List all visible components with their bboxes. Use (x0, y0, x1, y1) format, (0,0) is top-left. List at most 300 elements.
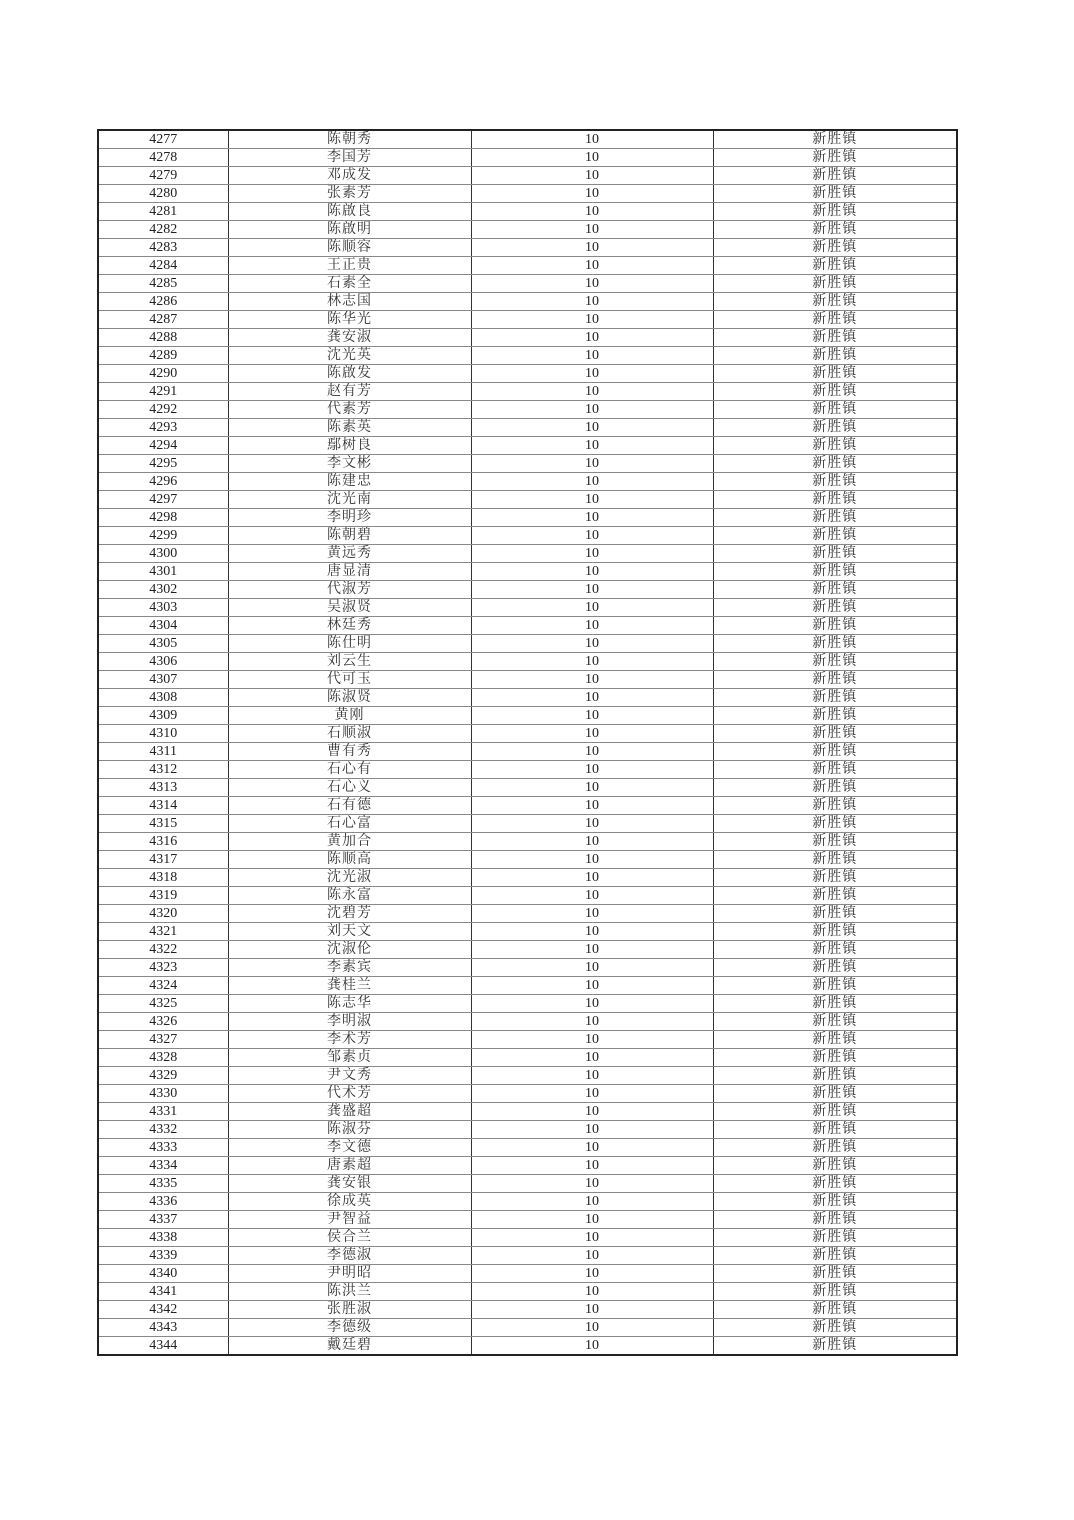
town-cell: 新胜镇 (713, 1121, 957, 1139)
amount-cell: 10 (471, 347, 713, 365)
table-row (98, 1031, 957, 1049)
table-row (98, 635, 957, 653)
town-cell: 新胜镇 (713, 1031, 957, 1049)
amount-cell: 10 (471, 1283, 713, 1301)
amount-cell: 10 (471, 1103, 713, 1121)
amount-cell: 10 (471, 689, 713, 707)
person-name-cell: 刘云生 (228, 653, 471, 671)
town-cell: 新胜镇 (713, 1229, 957, 1247)
town-cell: 新胜镇 (713, 473, 957, 491)
town-cell: 新胜镇 (713, 707, 957, 725)
row-number-cell: 4338 (98, 1229, 228, 1247)
row-number-cell: 4303 (98, 599, 228, 617)
table-row (98, 365, 957, 383)
table-row (98, 653, 957, 671)
row-number-cell: 4288 (98, 329, 228, 347)
amount-cell: 10 (471, 887, 713, 905)
town-cell: 新胜镇 (713, 1049, 957, 1067)
town-cell: 新胜镇 (713, 1301, 957, 1319)
town-cell: 新胜镇 (713, 833, 957, 851)
row-number-cell: 4324 (98, 977, 228, 995)
amount-cell: 10 (471, 635, 713, 653)
table-row (98, 347, 957, 365)
amount-cell: 10 (471, 491, 713, 509)
row-number-cell: 4328 (98, 1049, 228, 1067)
town-cell: 新胜镇 (713, 923, 957, 941)
amount-cell: 10 (471, 869, 713, 887)
person-name-cell: 鄢树良 (228, 437, 471, 455)
town-cell: 新胜镇 (713, 401, 957, 419)
table-row (98, 185, 957, 203)
row-number-cell: 4327 (98, 1031, 228, 1049)
row-number-cell: 4331 (98, 1103, 228, 1121)
amount-cell: 10 (471, 653, 713, 671)
person-name-cell: 沈碧芳 (228, 905, 471, 923)
town-cell: 新胜镇 (713, 419, 957, 437)
town-cell: 新胜镇 (713, 653, 957, 671)
amount-cell: 10 (471, 329, 713, 347)
row-number-cell: 4333 (98, 1139, 228, 1157)
table-row (98, 887, 957, 905)
amount-cell: 10 (471, 509, 713, 527)
person-name-cell: 陈淑贤 (228, 689, 471, 707)
table-row (98, 383, 957, 401)
town-cell: 新胜镇 (713, 437, 957, 455)
table-row (98, 167, 957, 185)
person-name-cell: 李术芳 (228, 1031, 471, 1049)
person-name-cell: 陈永富 (228, 887, 471, 905)
row-number-cell: 4279 (98, 167, 228, 185)
amount-cell: 10 (471, 1013, 713, 1031)
table-row (98, 527, 957, 545)
row-number-cell: 4293 (98, 419, 228, 437)
amount-cell: 10 (471, 1247, 713, 1265)
row-number-cell: 4344 (98, 1337, 228, 1356)
person-name-cell: 沈光淑 (228, 869, 471, 887)
roster-table-body (98, 130, 957, 1355)
town-cell: 新胜镇 (713, 977, 957, 995)
person-name-cell: 李明淑 (228, 1013, 471, 1031)
row-number-cell: 4284 (98, 257, 228, 275)
town-cell: 新胜镇 (713, 185, 957, 203)
table-row (98, 851, 957, 869)
row-number-cell: 4280 (98, 185, 228, 203)
table-row (98, 977, 957, 995)
row-number-cell: 4316 (98, 833, 228, 851)
table-row (98, 473, 957, 491)
town-cell: 新胜镇 (713, 725, 957, 743)
town-cell: 新胜镇 (713, 1265, 957, 1283)
town-cell: 新胜镇 (713, 491, 957, 509)
person-name-cell: 黄刚 (228, 707, 471, 725)
town-cell: 新胜镇 (713, 635, 957, 653)
amount-cell: 10 (471, 1031, 713, 1049)
table-row (98, 130, 957, 149)
amount-cell: 10 (471, 995, 713, 1013)
town-cell: 新胜镇 (713, 563, 957, 581)
amount-cell: 10 (471, 1319, 713, 1337)
table-row (98, 437, 957, 455)
person-name-cell: 石有德 (228, 797, 471, 815)
town-cell: 新胜镇 (713, 1103, 957, 1121)
row-number-cell: 4299 (98, 527, 228, 545)
person-name-cell: 陈朝碧 (228, 527, 471, 545)
table-row (98, 599, 957, 617)
person-name-cell: 李文德 (228, 1139, 471, 1157)
row-number-cell: 4307 (98, 671, 228, 689)
table-row (98, 239, 957, 257)
row-number-cell: 4340 (98, 1265, 228, 1283)
amount-cell: 10 (471, 401, 713, 419)
person-name-cell: 徐成英 (228, 1193, 471, 1211)
amount-cell: 10 (471, 599, 713, 617)
person-name-cell: 李素宾 (228, 959, 471, 977)
amount-cell: 10 (471, 779, 713, 797)
amount-cell: 10 (471, 851, 713, 869)
row-number-cell: 4323 (98, 959, 228, 977)
town-cell: 新胜镇 (713, 617, 957, 635)
table-row (98, 1175, 957, 1193)
amount-cell: 10 (471, 1193, 713, 1211)
table-row (98, 1229, 957, 1247)
person-name-cell: 沈光英 (228, 347, 471, 365)
table-row (98, 149, 957, 167)
amount-cell: 10 (471, 437, 713, 455)
person-name-cell: 尹智益 (228, 1211, 471, 1229)
table-row (98, 779, 957, 797)
amount-cell: 10 (471, 1265, 713, 1283)
person-name-cell: 曹有秀 (228, 743, 471, 761)
amount-cell: 10 (471, 1067, 713, 1085)
person-name-cell: 龚安银 (228, 1175, 471, 1193)
person-name-cell: 石顺淑 (228, 725, 471, 743)
table-row (98, 563, 957, 581)
amount-cell: 10 (471, 221, 713, 239)
amount-cell: 10 (471, 815, 713, 833)
table-row (98, 545, 957, 563)
table-row (98, 761, 957, 779)
town-cell: 新胜镇 (713, 779, 957, 797)
table-row (98, 617, 957, 635)
person-name-cell: 陈啟发 (228, 365, 471, 383)
table-row (98, 491, 957, 509)
town-cell: 新胜镇 (713, 1067, 957, 1085)
person-name-cell: 沈淑伦 (228, 941, 471, 959)
town-cell: 新胜镇 (713, 797, 957, 815)
person-name-cell: 李明珍 (228, 509, 471, 527)
amount-cell: 10 (471, 1139, 713, 1157)
town-cell: 新胜镇 (713, 1319, 957, 1337)
amount-cell: 10 (471, 617, 713, 635)
person-name-cell: 黄加合 (228, 833, 471, 851)
person-name-cell: 石素全 (228, 275, 471, 293)
person-name-cell: 李德淑 (228, 1247, 471, 1265)
person-name-cell: 侯合兰 (228, 1229, 471, 1247)
row-number-cell: 4285 (98, 275, 228, 293)
row-number-cell: 4341 (98, 1283, 228, 1301)
row-number-cell: 4332 (98, 1121, 228, 1139)
town-cell: 新胜镇 (713, 959, 957, 977)
table-row (98, 743, 957, 761)
row-number-cell: 4318 (98, 869, 228, 887)
table-row (98, 203, 957, 221)
row-number-cell: 4298 (98, 509, 228, 527)
table-row (98, 1139, 957, 1157)
amount-cell: 10 (471, 743, 713, 761)
town-cell: 新胜镇 (713, 1283, 957, 1301)
table-row (98, 995, 957, 1013)
row-number-cell: 4308 (98, 689, 228, 707)
amount-cell: 10 (471, 130, 713, 149)
town-cell: 新胜镇 (713, 365, 957, 383)
amount-cell: 10 (471, 1175, 713, 1193)
person-name-cell: 邹素贞 (228, 1049, 471, 1067)
amount-cell: 10 (471, 833, 713, 851)
person-name-cell: 李文彬 (228, 455, 471, 473)
amount-cell: 10 (471, 149, 713, 167)
table-row (98, 797, 957, 815)
row-number-cell: 4289 (98, 347, 228, 365)
table-row (98, 725, 957, 743)
town-cell: 新胜镇 (713, 527, 957, 545)
amount-cell: 10 (471, 977, 713, 995)
amount-cell: 10 (471, 581, 713, 599)
person-name-cell: 沈光南 (228, 491, 471, 509)
amount-cell: 10 (471, 671, 713, 689)
table-row (98, 1013, 957, 1031)
town-cell: 新胜镇 (713, 293, 957, 311)
person-name-cell: 黄远秀 (228, 545, 471, 563)
town-cell: 新胜镇 (713, 1085, 957, 1103)
town-cell: 新胜镇 (713, 203, 957, 221)
town-cell: 新胜镇 (713, 815, 957, 833)
table-row (98, 311, 957, 329)
row-number-cell: 4337 (98, 1211, 228, 1229)
amount-cell: 10 (471, 473, 713, 491)
person-name-cell: 邓成发 (228, 167, 471, 185)
town-cell: 新胜镇 (713, 1211, 957, 1229)
person-name-cell: 代可玉 (228, 671, 471, 689)
row-number-cell: 4310 (98, 725, 228, 743)
table-row (98, 923, 957, 941)
row-number-cell: 4322 (98, 941, 228, 959)
town-cell: 新胜镇 (713, 347, 957, 365)
town-cell: 新胜镇 (713, 383, 957, 401)
row-number-cell: 4283 (98, 239, 228, 257)
amount-cell: 10 (471, 311, 713, 329)
table-row (98, 959, 957, 977)
amount-cell: 10 (471, 923, 713, 941)
person-name-cell: 李德级 (228, 1319, 471, 1337)
table-row (98, 941, 957, 959)
row-number-cell: 4336 (98, 1193, 228, 1211)
town-cell: 新胜镇 (713, 887, 957, 905)
table-row (98, 1319, 957, 1337)
person-name-cell: 陈朝秀 (228, 130, 471, 149)
table-row (98, 419, 957, 437)
row-number-cell: 4305 (98, 635, 228, 653)
person-name-cell: 石心义 (228, 779, 471, 797)
town-cell: 新胜镇 (713, 905, 957, 923)
row-number-cell: 4313 (98, 779, 228, 797)
row-number-cell: 4312 (98, 761, 228, 779)
table-row (98, 1103, 957, 1121)
person-name-cell: 代素芳 (228, 401, 471, 419)
row-number-cell: 4326 (98, 1013, 228, 1031)
table-row (98, 1283, 957, 1301)
town-cell: 新胜镇 (713, 941, 957, 959)
person-name-cell: 陈啟明 (228, 221, 471, 239)
table-row (98, 1085, 957, 1103)
amount-cell: 10 (471, 905, 713, 923)
town-cell: 新胜镇 (713, 455, 957, 473)
row-number-cell: 4295 (98, 455, 228, 473)
row-number-cell: 4306 (98, 653, 228, 671)
amount-cell: 10 (471, 941, 713, 959)
town-cell: 新胜镇 (713, 761, 957, 779)
table-row (98, 869, 957, 887)
town-cell: 新胜镇 (713, 1193, 957, 1211)
town-cell: 新胜镇 (713, 1337, 957, 1356)
row-number-cell: 4292 (98, 401, 228, 419)
person-name-cell: 尹文秀 (228, 1067, 471, 1085)
town-cell: 新胜镇 (713, 1139, 957, 1157)
town-cell: 新胜镇 (713, 689, 957, 707)
amount-cell: 10 (471, 1121, 713, 1139)
town-cell: 新胜镇 (713, 581, 957, 599)
row-number-cell: 4309 (98, 707, 228, 725)
town-cell: 新胜镇 (713, 995, 957, 1013)
row-number-cell: 4339 (98, 1247, 228, 1265)
row-number-cell: 4301 (98, 563, 228, 581)
town-cell: 新胜镇 (713, 1175, 957, 1193)
person-name-cell: 戴廷碧 (228, 1337, 471, 1356)
table-row (98, 815, 957, 833)
person-name-cell: 陈华光 (228, 311, 471, 329)
person-name-cell: 代淑芳 (228, 581, 471, 599)
person-name-cell: 林志国 (228, 293, 471, 311)
table-row (98, 401, 957, 419)
town-cell: 新胜镇 (713, 743, 957, 761)
amount-cell: 10 (471, 419, 713, 437)
person-name-cell: 龚盛超 (228, 1103, 471, 1121)
person-name-cell: 陈顺容 (228, 239, 471, 257)
person-name-cell: 唐显清 (228, 563, 471, 581)
amount-cell: 10 (471, 203, 713, 221)
table-row (98, 707, 957, 725)
town-cell: 新胜镇 (713, 167, 957, 185)
town-cell: 新胜镇 (713, 599, 957, 617)
person-name-cell: 陈仕明 (228, 635, 471, 653)
person-name-cell: 陈素英 (228, 419, 471, 437)
amount-cell: 10 (471, 725, 713, 743)
table-row (98, 221, 957, 239)
person-name-cell: 尹明昭 (228, 1265, 471, 1283)
roster-sheet (97, 129, 956, 1356)
row-number-cell: 4278 (98, 149, 228, 167)
table-row (98, 275, 957, 293)
person-name-cell: 赵有芳 (228, 383, 471, 401)
town-cell: 新胜镇 (713, 257, 957, 275)
row-number-cell: 4302 (98, 581, 228, 599)
town-cell: 新胜镇 (713, 275, 957, 293)
amount-cell: 10 (471, 1229, 713, 1247)
person-name-cell: 陈建忠 (228, 473, 471, 491)
table-row (98, 1157, 957, 1175)
person-name-cell: 张素芳 (228, 185, 471, 203)
person-name-cell: 陈啟良 (228, 203, 471, 221)
row-number-cell: 4287 (98, 311, 228, 329)
table-row (98, 905, 957, 923)
amount-cell: 10 (471, 1049, 713, 1067)
town-cell: 新胜镇 (713, 851, 957, 869)
table-row (98, 1301, 957, 1319)
table-row (98, 1247, 957, 1265)
person-name-cell: 吴淑贤 (228, 599, 471, 617)
amount-cell: 10 (471, 1085, 713, 1103)
town-cell: 新胜镇 (713, 239, 957, 257)
row-number-cell: 4297 (98, 491, 228, 509)
town-cell: 新胜镇 (713, 149, 957, 167)
table-row (98, 1049, 957, 1067)
town-cell: 新胜镇 (713, 130, 957, 149)
row-number-cell: 4334 (98, 1157, 228, 1175)
town-cell: 新胜镇 (713, 221, 957, 239)
table-row (98, 455, 957, 473)
row-number-cell: 4335 (98, 1175, 228, 1193)
amount-cell: 10 (471, 365, 713, 383)
person-name-cell: 代术芳 (228, 1085, 471, 1103)
row-number-cell: 4286 (98, 293, 228, 311)
person-name-cell: 陈志华 (228, 995, 471, 1013)
town-cell: 新胜镇 (713, 545, 957, 563)
row-number-cell: 4342 (98, 1301, 228, 1319)
amount-cell: 10 (471, 707, 713, 725)
row-number-cell: 4325 (98, 995, 228, 1013)
amount-cell: 10 (471, 1211, 713, 1229)
table-row (98, 293, 957, 311)
amount-cell: 10 (471, 257, 713, 275)
amount-cell: 10 (471, 761, 713, 779)
table-row (98, 1211, 957, 1229)
table-row (98, 1067, 957, 1085)
amount-cell: 10 (471, 959, 713, 977)
row-number-cell: 4282 (98, 221, 228, 239)
row-number-cell: 4329 (98, 1067, 228, 1085)
table-row (98, 1337, 957, 1356)
person-name-cell: 石心有 (228, 761, 471, 779)
row-number-cell: 4290 (98, 365, 228, 383)
table-row (98, 1193, 957, 1211)
town-cell: 新胜镇 (713, 1247, 957, 1265)
person-name-cell: 龚桂兰 (228, 977, 471, 995)
amount-cell: 10 (471, 455, 713, 473)
person-name-cell: 王正贵 (228, 257, 471, 275)
row-number-cell: 4343 (98, 1319, 228, 1337)
person-name-cell: 陈淑芬 (228, 1121, 471, 1139)
row-number-cell: 4296 (98, 473, 228, 491)
table-row (98, 671, 957, 689)
person-name-cell: 龚安淑 (228, 329, 471, 347)
person-name-cell: 李国芳 (228, 149, 471, 167)
amount-cell: 10 (471, 1337, 713, 1356)
row-number-cell: 4304 (98, 617, 228, 635)
row-number-cell: 4291 (98, 383, 228, 401)
table-row (98, 833, 957, 851)
row-number-cell: 4281 (98, 203, 228, 221)
amount-cell: 10 (471, 275, 713, 293)
amount-cell: 10 (471, 167, 713, 185)
